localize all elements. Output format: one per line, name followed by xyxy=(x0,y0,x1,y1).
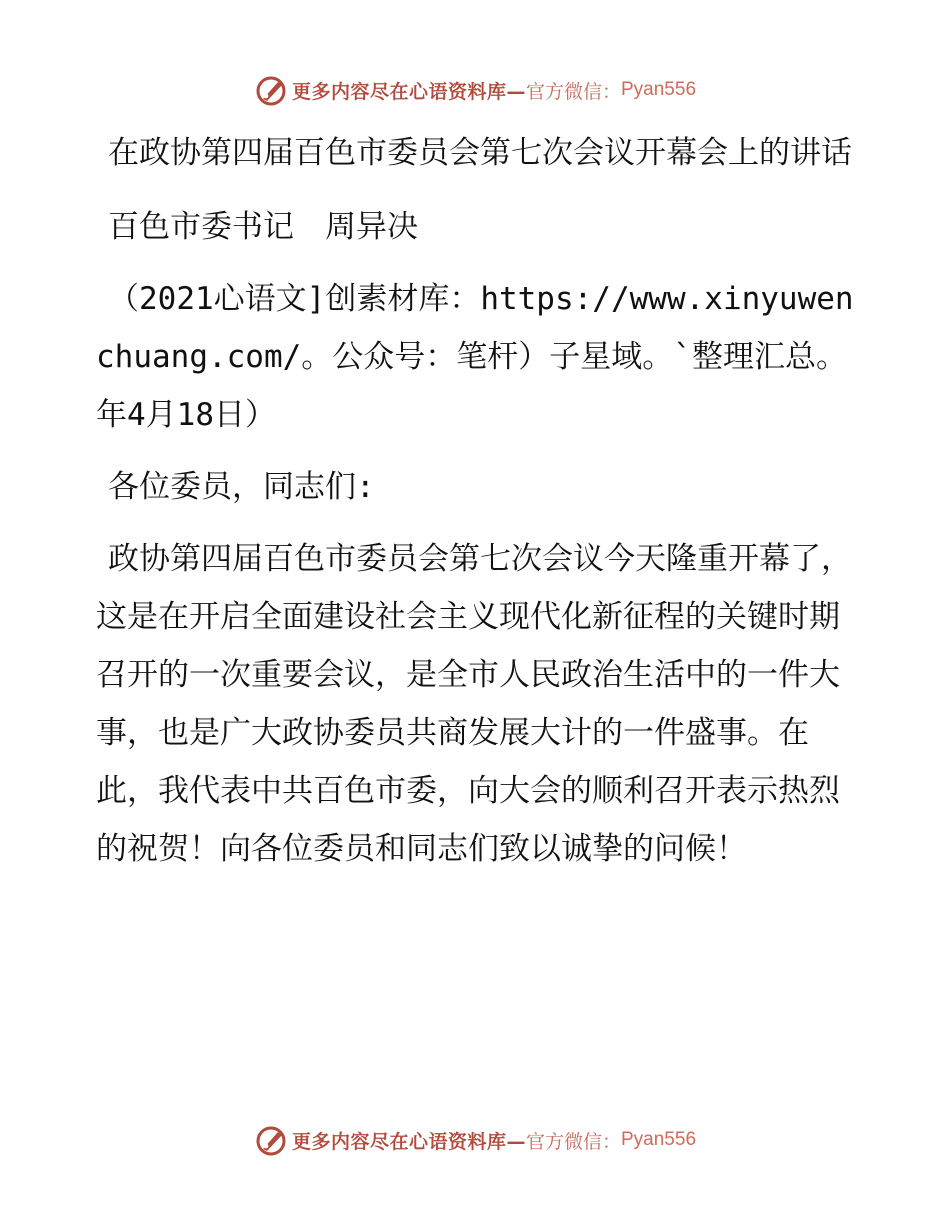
banner-wechat-label: 官方微信： xyxy=(525,1130,621,1153)
document-author: 百色市委书记 周异决 xyxy=(108,209,418,245)
document-body xyxy=(96,124,854,892)
footer-watermark-banner xyxy=(0,1120,950,1160)
banner-wechat-label: 官方微信： xyxy=(525,80,621,103)
pen-logo-icon xyxy=(254,73,288,107)
pen-logo-icon xyxy=(254,1123,288,1157)
banner-wechat-id: Pyan556 xyxy=(621,1129,697,1150)
document-paragraph: 政协第四届百色市委员会第七次会议今天隆重开幕了，这是在开启全面建设社会主义现代化新征程的关键时期召开的一次重要会议，是全市人民政治生活中的一件大事，也是广大政协委员共商发展大计的一件盛事。在此，我代表中共百色市委，向大会的顺利召开表示热烈的祝贺！向各位委员和同志们致以诚挚的问候！ xyxy=(96,541,852,867)
document-salutation: 各位委员，同志们: xyxy=(108,469,375,505)
banner-wechat-id: Pyan556 xyxy=(621,79,697,100)
header-watermark-banner xyxy=(0,70,950,110)
banner-text: 更多内容尽在心语资料库— xyxy=(291,1130,526,1153)
document-title: 在政协第四届百色市委员会第七次会议开幕会上的讲话 xyxy=(108,135,852,171)
banner-text: 更多内容尽在心语资料库— xyxy=(291,80,526,103)
document-source-note: （2021心语文]创素材库：https://www.xinyuwenchuang.com/。公众号：笔杆）子星域。`整理汇总。年4月18日） xyxy=(96,281,854,433)
